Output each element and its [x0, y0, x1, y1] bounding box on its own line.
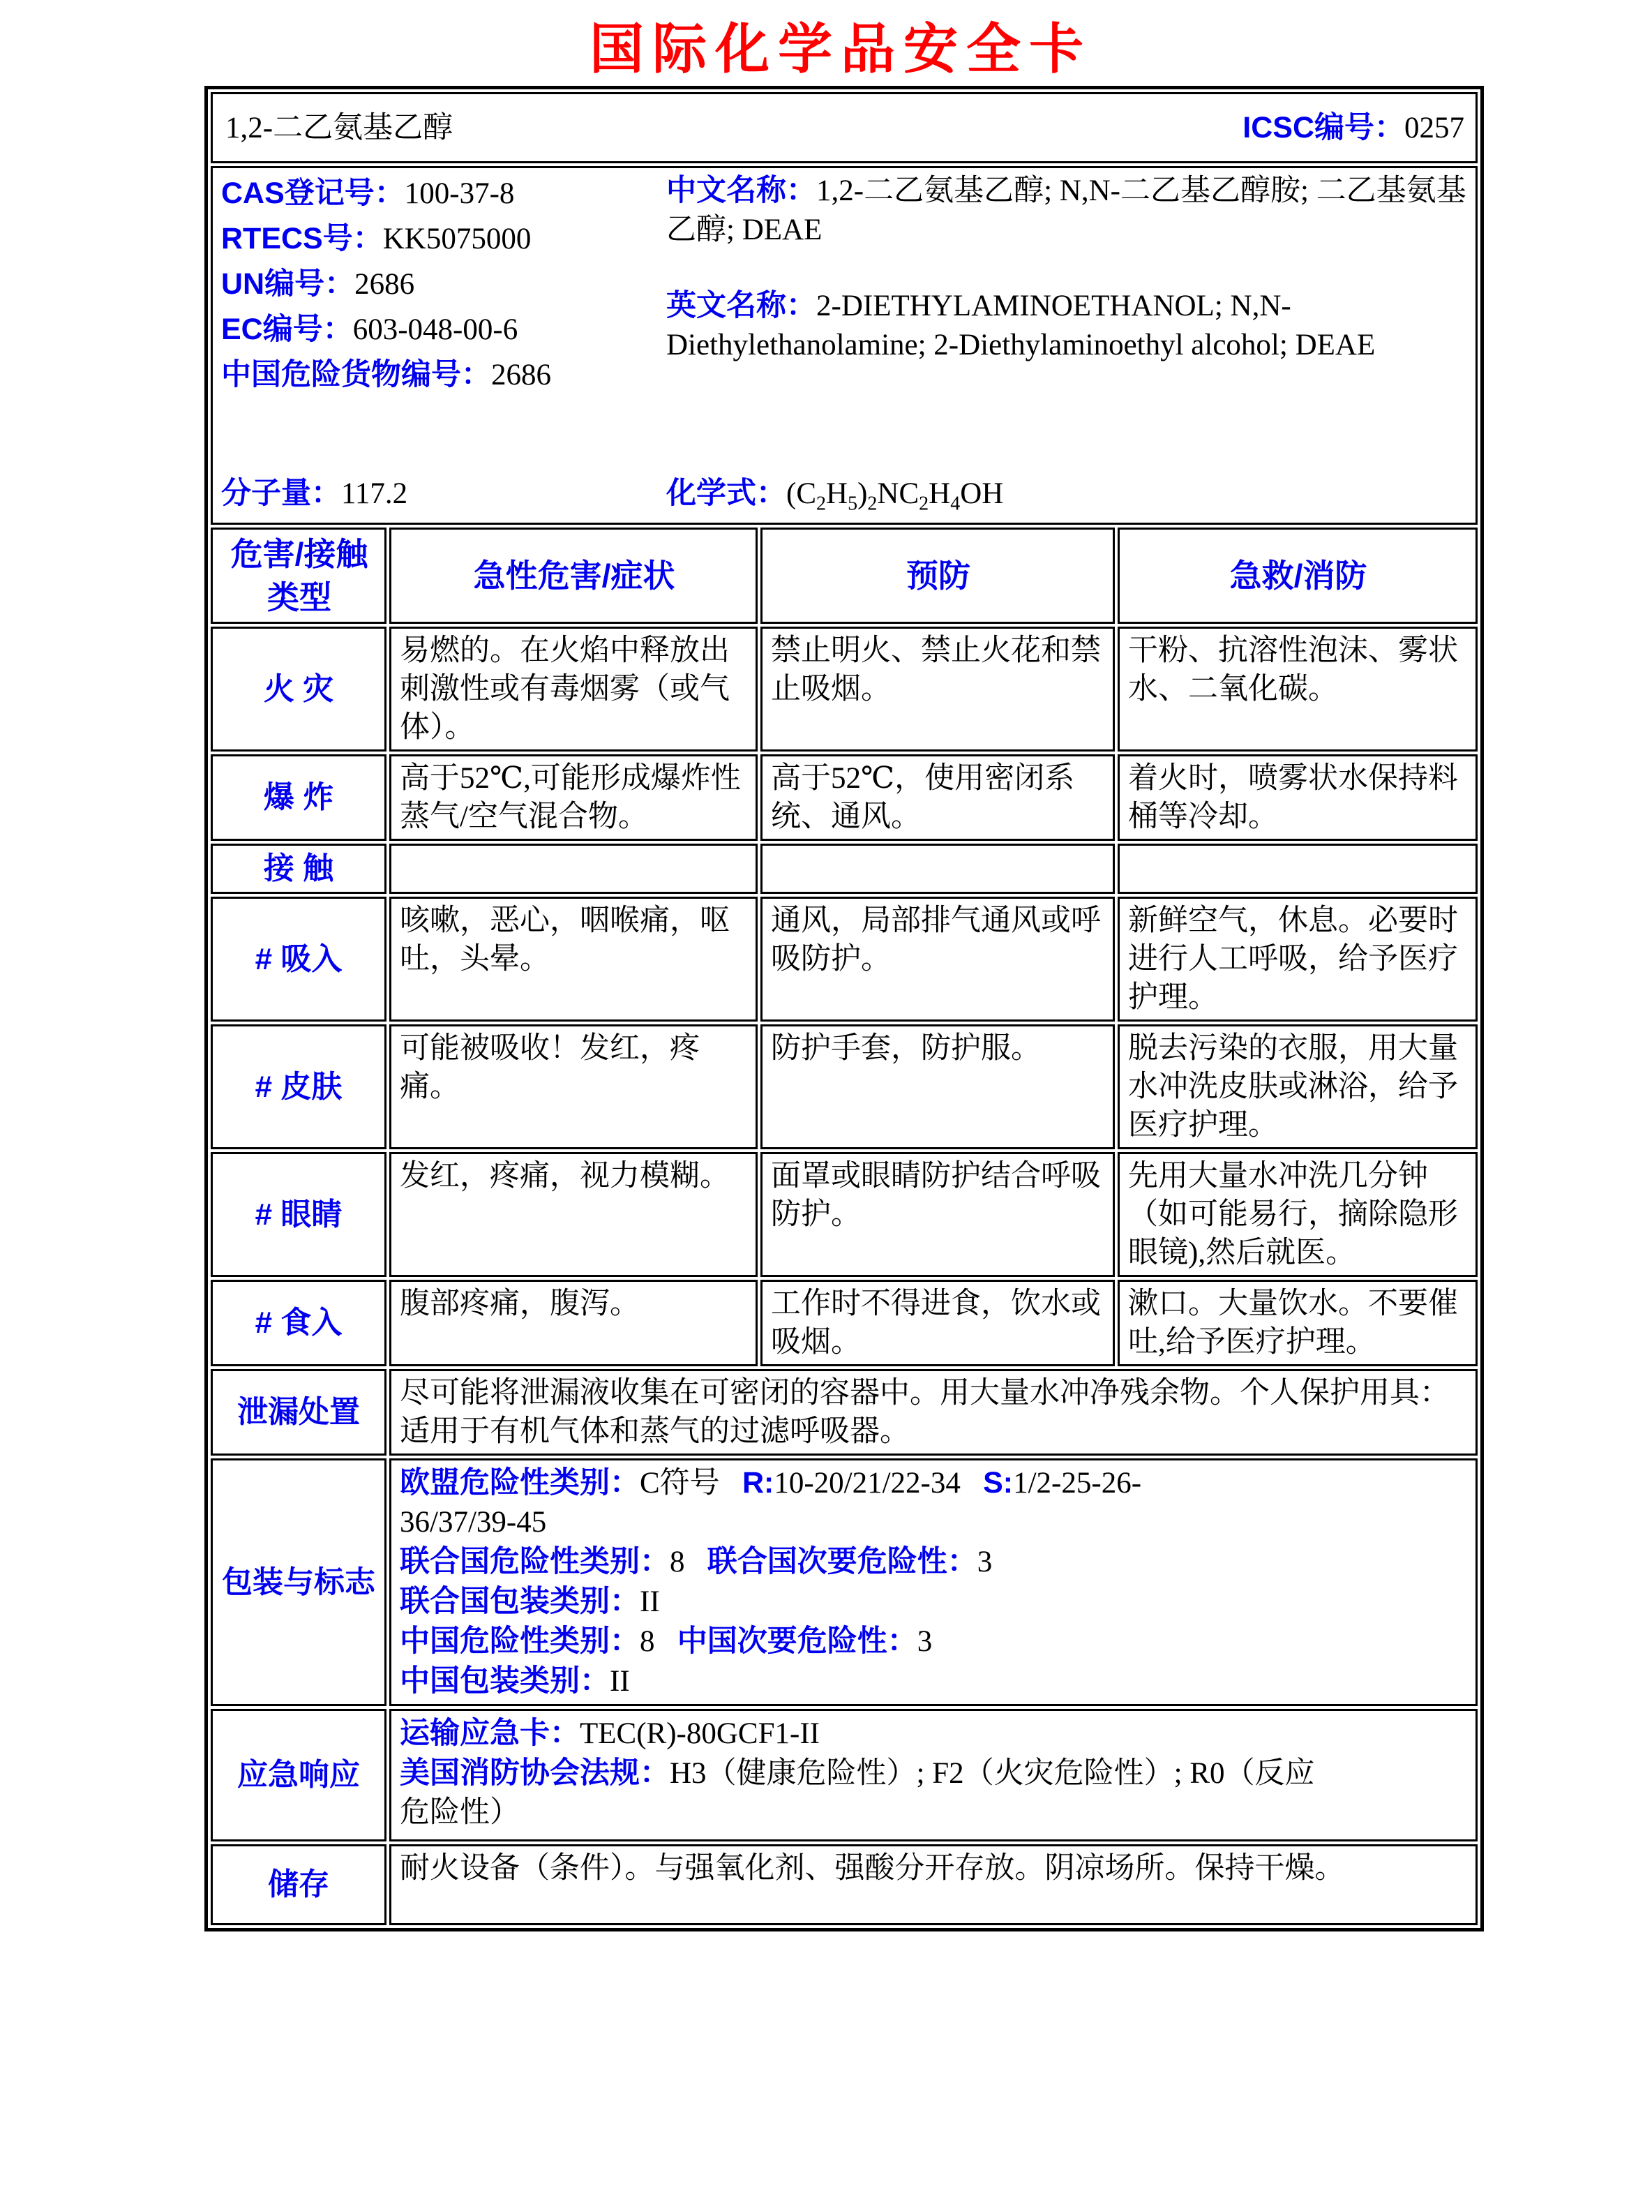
icsc-number-value: 0257 — [1404, 111, 1464, 144]
cas-number-label: CAS登记号： — [221, 177, 405, 210]
row-contact — [211, 844, 1478, 894]
fire-symptom-cell: 易燃的。在火焰中释放出刺激性或有毒烟雾（或气体）。 — [389, 627, 758, 752]
chinese-name-line — [666, 171, 1469, 250]
packaging-text-cell: 欧盟危险性类别：C符号 R:10-20/21/22-34 S:1/2-25-26- 36/37/39-45 联合国危险性类别：8 联合国次要危险性：3 联合国包装类别：II 中国危险性类别：8 中国次要危险性：3 中国包装类别：II — [389, 1458, 1478, 1706]
chinese-name-label: 中文名称： — [666, 174, 816, 207]
contact-prevention-cell — [760, 844, 1115, 894]
fire-prevention-cell: 禁止明火、禁止火花和禁止吸烟。 — [760, 627, 1115, 752]
row-explosion-label: 爆 炸 — [211, 754, 386, 841]
ec-number-value: 603-048-00-6 — [352, 313, 518, 346]
substance-header-row — [211, 92, 1478, 163]
row-packaging-label: 包装与标志 — [211, 1458, 386, 1706]
icsc-number — [1242, 109, 1464, 147]
ec-number-label: EC编号： — [221, 313, 353, 346]
eyes-response-cell: 先用大量水冲洗几分钟（如可能易行，摘除隐形眼镜),然后就医。 — [1118, 1152, 1478, 1277]
contact-symptom-cell — [389, 844, 758, 894]
row-spillage-label: 泄漏处置 — [211, 1369, 386, 1456]
ingestion-symptom-cell: 腹部疼痛，腹泻。 — [389, 1280, 758, 1366]
header-prevention: 预防 — [760, 528, 1115, 624]
english-name-value: 2-DIETHYLAMINOETHANOL; N,N-Diethylethanolamine; 2-Diethylaminoethyl alcohol; DEAE — [666, 290, 1376, 361]
substance-header-cell — [211, 92, 1478, 163]
ingestion-response-cell: 漱口。大量饮水。不要催吐,给予医疗护理。 — [1118, 1280, 1478, 1366]
row-skin — [211, 1024, 1478, 1149]
english-name-label: 英文名称： — [666, 289, 816, 322]
eyes-symptom-cell: 发红，疼痛，视力模糊。 — [389, 1152, 758, 1277]
ec-number-line — [221, 307, 661, 352]
molecular-weight-line — [221, 474, 407, 513]
row-inhalation — [211, 897, 1478, 1022]
chinese-name-value: 1,2-二乙氨基乙醇; N,N-二乙基乙醇胺; 二乙基氨基乙醇; DEAE — [666, 174, 1466, 246]
molecular-weight-value: 117.2 — [341, 477, 408, 510]
identification-left-column — [221, 171, 661, 520]
english-name-line — [666, 286, 1469, 365]
page-title: 国际化学品安全卡 — [589, 19, 1092, 80]
china-dg-number-value: 2686 — [491, 359, 551, 391]
row-inhalation-label: # 吸入 — [211, 897, 386, 1022]
un-number-label: UN编号： — [221, 267, 355, 301]
header-acute-symptoms: 急性危害/症状 — [389, 528, 758, 624]
fire-response-cell: 干粉、抗溶性泡沫、雾状水、二氧化碳。 — [1118, 627, 1478, 752]
explosion-prevention-cell: 高于52℃，使用密闭系统、通风。 — [760, 754, 1115, 841]
icsc-number-label: ICSC编号： — [1242, 110, 1404, 144]
row-spillage — [211, 1369, 1478, 1456]
chemical-formula-value: $(C_2H_5)_2NC_2H_4OH$ — [786, 477, 1004, 515]
row-emergency — [211, 1709, 1478, 1841]
cas-number-value: 100-37-8 — [404, 177, 515, 210]
ingestion-prevention-cell: 工作时不得进食，饮水或吸烟。 — [760, 1280, 1115, 1366]
row-fire-label: 火 灾 — [211, 627, 386, 752]
chemical-formula-line — [666, 474, 1003, 513]
row-ingestion — [211, 1280, 1478, 1366]
skin-prevention-cell: 防护手套，防护服。 — [760, 1024, 1115, 1149]
row-fire — [211, 627, 1478, 752]
identification-right-column — [661, 171, 1469, 520]
un-number-value: 2686 — [354, 268, 415, 301]
hazard-header-row — [211, 528, 1478, 624]
row-storage-label: 储存 — [211, 1844, 386, 1925]
skin-symptom-cell: 可能被吸收！发红，疼痛。 — [389, 1024, 758, 1149]
inhalation-symptom-cell: 咳嗽，恶心，咽喉痛，呕吐，头晕。 — [389, 897, 758, 1022]
skin-response-cell: 脱去污染的衣服，用大量水冲洗皮肤或淋浴，给予医疗护理。 — [1118, 1024, 1478, 1149]
row-explosion — [211, 754, 1478, 841]
emergency-text-cell: 运输应急卡：TEC(R)-80GCF1-II 美国消防协会法规：H3（健康危险性）; F2（火灾危险性）; R0（反应 危险性） — [389, 1709, 1478, 1841]
safety-card-table — [204, 86, 1484, 1931]
inhalation-response-cell: 新鲜空气，休息。必要时进行人工呼吸，给予医疗护理。 — [1118, 897, 1478, 1022]
row-emergency-label: 应急响应 — [211, 1709, 386, 1841]
contact-response-cell — [1118, 844, 1478, 894]
row-packaging — [211, 1458, 1478, 1706]
row-ingestion-label: # 食入 — [211, 1280, 386, 1366]
explosion-response-cell: 着火时，喷雾状水保持料桶等冷却。 — [1118, 754, 1478, 841]
substance-name: 1,2-二乙氨基乙醇 — [225, 111, 453, 144]
un-number-line — [221, 262, 661, 307]
china-dg-number-line — [221, 352, 661, 398]
rtecs-number-label: RTECS号： — [221, 222, 383, 255]
rtecs-number-value: KK5075000 — [382, 223, 532, 255]
row-skin-label: # 皮肤 — [211, 1024, 386, 1149]
row-eyes — [211, 1152, 1478, 1277]
molecular-weight-label: 分子量： — [221, 477, 341, 510]
row-eyes-label: # 眼睛 — [211, 1152, 386, 1277]
header-first-aid: 急救/消防 — [1118, 528, 1478, 624]
row-contact-label: 接 触 — [211, 844, 386, 894]
row-storage — [211, 1844, 1478, 1925]
chemical-formula-label: 化学式： — [666, 477, 786, 510]
china-dg-number-label: 中国危险货物编号： — [221, 358, 491, 391]
spillage-text-cell: 尽可能将泄漏液收集在可密闭的容器中。用大量水冲净残余物。个人保护用具：适用于有机气体和蒸气的过滤呼吸器。 — [389, 1369, 1478, 1456]
eyes-prevention-cell: 面罩或眼睛防护结合呼吸防护。 — [760, 1152, 1115, 1277]
storage-text-cell: 耐火设备（条件）。与强氧化剂、强酸分开存放。阴凉场所。保持干燥。 — [389, 1844, 1478, 1925]
inhalation-prevention-cell: 通风，局部排气通风或呼吸防护。 — [760, 897, 1115, 1022]
identification-row — [211, 166, 1478, 525]
header-hazard-type: 危害/接触类型 — [211, 528, 386, 624]
rtecs-number-line — [221, 216, 661, 262]
identification-cell — [211, 166, 1478, 525]
explosion-symptom-cell: 高于52℃,可能形成爆炸性蒸气/空气混合物。 — [389, 754, 758, 841]
cas-number-line — [221, 171, 661, 216]
